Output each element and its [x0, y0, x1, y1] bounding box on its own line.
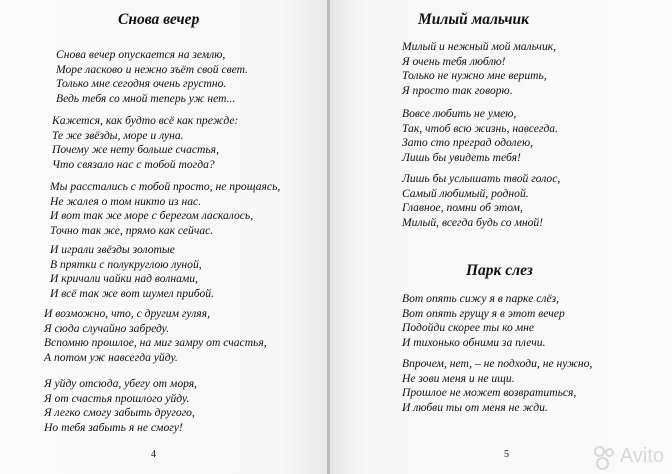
poem-title: Снова вечер [118, 11, 200, 28]
poem-line: И вот так же море с берегом ласкалось, [50, 209, 254, 223]
avito-logo-icon [594, 446, 616, 468]
poem-line: Море ласково и нежно зъёт свой свет. [56, 62, 249, 76]
poem-line: Вот опять сижу я в парке слёз, [402, 292, 560, 305]
poem-line: Точно так же, прямо как сейчас. [50, 223, 214, 237]
poem-title: Парк слез [466, 262, 533, 279]
stanza [56, 48, 248, 106]
stanza [52, 114, 238, 172]
poem-line: Я просто так говорю. [402, 83, 513, 97]
avito-watermark [594, 445, 664, 468]
poem-line: Вот опять грущу я в этот вечер [402, 306, 565, 320]
poem-line: Милый и нежный мой мальчик, [402, 40, 557, 53]
poem-line: И тихонько обними за плечи. [402, 335, 546, 349]
poem-line: Только мне сегодня очень грустно. [56, 77, 227, 91]
poem-line: Те же звёзды, море и луна. [52, 128, 184, 142]
poem-line: Главное, помни об этом, [402, 201, 523, 215]
poem-line: Кажется, как будто всё как прежде: [52, 114, 239, 127]
poem-line: А потом уж навсегда уйду. [44, 350, 178, 364]
poem-line: Вовсе любить не умею, [402, 107, 517, 120]
poem-line: Только не нужно мне верить, [402, 69, 547, 83]
poem-line: Я очень тебя люблю! [402, 54, 506, 68]
watermark-text: Avito [619, 445, 664, 467]
poem-line: Ведь тебя со мной теперь уж нет... [56, 91, 236, 105]
poem-line: И любви ты от меня не жди. [402, 400, 548, 414]
poem-line: Впрочем, нет, – не подходи, не нужно, [402, 357, 593, 370]
poem-line: Самый любимый, родной. [402, 186, 529, 200]
right-page [330, 0, 672, 474]
stanza [50, 180, 280, 238]
poem-line: Милый, всегда будь со мной! [402, 215, 544, 229]
stanza [44, 307, 267, 365]
poem-title: Милый мальчик [418, 11, 530, 28]
stanza [402, 107, 558, 165]
poem-line: Почему же нету больше счастья, [52, 143, 219, 157]
page-number: 4 [151, 449, 156, 460]
poem-line: Я уйду отсюда, убегу от моря, [44, 377, 198, 390]
poem-line: Я от счастья прошлого уйду. [44, 391, 190, 405]
poem-line: И всё так же вот шумел прибой. [50, 286, 214, 300]
stanza [402, 40, 556, 98]
poem-line: Я легко смогу забыть другого, [44, 406, 195, 420]
stanza [402, 172, 560, 230]
poem-line: И кричали чайки над волнами, [50, 272, 199, 286]
stanza [402, 357, 592, 415]
poem-line: Что связало нас с тобой тогда? [52, 157, 215, 171]
poem-line: В прятки с полукруглою луной, [50, 257, 202, 271]
poem-line: Так, чтоб всю жизнь, навсегда. [402, 121, 558, 135]
poem-line: Снова вечер опускается на землю, [56, 48, 226, 61]
poem-line: Но тебя забыть я не смогу! [44, 420, 183, 434]
poem-line: И возможно, что, с другим гуляя, [44, 307, 210, 320]
poem-line: Подойди скорее ты ко мне [402, 321, 535, 335]
poem-line: И играли звёзды золотые [50, 243, 175, 256]
poem-line: Вспомню прошлое, на миг замру от счастья, [44, 336, 267, 350]
page-number: 5 [504, 449, 509, 460]
poem-line: Я сюда случайно забреду. [44, 321, 169, 335]
poem-line: Не жалея о том никто из нас. [50, 194, 202, 208]
poem-line: Зато сто преград одолею, [402, 136, 534, 150]
left-page [0, 0, 327, 474]
poem-line: Лишь бы увидеть тебя! [402, 150, 521, 164]
poem-line: Мы расстались с тобой просто, не прощаясь, [50, 180, 281, 193]
poem-line: Прошлое не может возвратиться, [402, 386, 577, 400]
poem-line: Лишь бы услышать твой голос, [402, 172, 561, 185]
stanza [50, 243, 214, 301]
stanza [44, 377, 197, 435]
stanza [402, 292, 565, 350]
poem-line: Не зови меня и не ищи. [402, 371, 515, 385]
